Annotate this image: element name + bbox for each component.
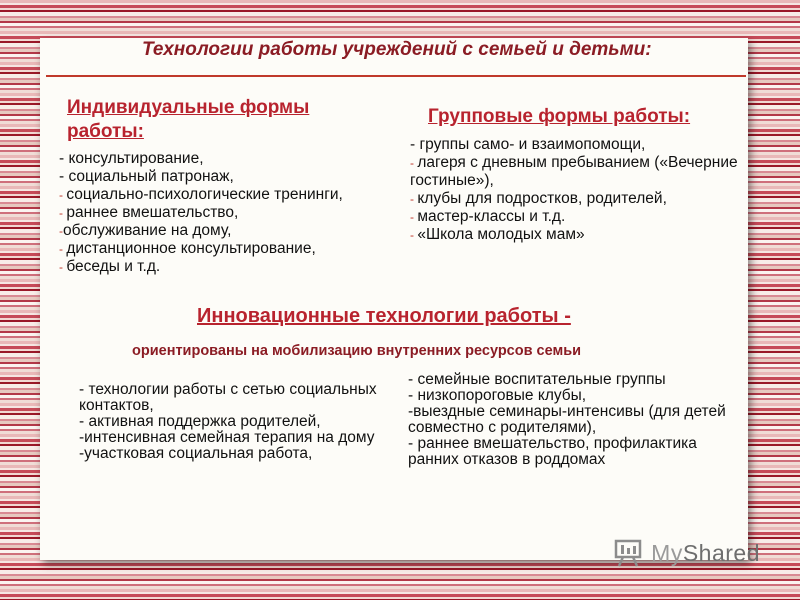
slide-title: Технологии работы учреждений с семьей и детьми:: [142, 39, 652, 60]
list-item: - «Школа молодых мам»: [410, 226, 585, 243]
presentation-board-icon: [613, 538, 647, 568]
innovative-technologies-heading: Инновационные технологии работы -: [197, 305, 571, 327]
innovative-right-text: - семейные воспитательные группы - низкопороговые клубы, -выездные семинары-интенсивы (для детей совместно с родителями), - раннее вмешательство, профилактика ранних отказов в роддомах: [408, 371, 726, 468]
slide: [40, 38, 748, 560]
list-item: - социальный патронаж,: [59, 168, 234, 185]
innovative-left-text: - технологии работы с сетью социальных контактов, - активная поддержка родителей, -интенсивная семейная терапия на дому -участковая социальная работа,: [79, 381, 377, 462]
list-item: -обслуживание на дому,: [59, 222, 232, 239]
individual-forms-heading: Индивидуальные формы работы:: [67, 97, 310, 142]
watermark-text: MyShared: [651, 539, 760, 566]
list-item: - мастер-классы и т.д.: [410, 208, 566, 225]
list-item: - беседы и т.д.: [59, 258, 161, 275]
group-forms-heading: Групповые формы работы:: [428, 106, 691, 127]
list-item: - социально-психологические тренинги,: [59, 186, 343, 203]
list-item: - лагеря с дневным пребыванием («Вечерние гостиные»),: [410, 154, 738, 189]
list-item: - дистанционное консультирование,: [59, 240, 316, 257]
list-item: - клубы для подростков, родителей,: [410, 190, 667, 207]
list-item: - консультирование,: [59, 150, 204, 167]
myshared-watermark: [613, 538, 760, 568]
list-item: - раннее вмешательство,: [59, 204, 239, 221]
title-divider: [46, 75, 746, 77]
list-item: - группы само- и взаимопомощи,: [410, 136, 646, 153]
group-forms-list: [410, 136, 750, 244]
innovative-technologies-subheading: ориентированы на мобилизацию внутренних ресурсов семьи: [132, 343, 582, 359]
individual-forms-list: [59, 150, 404, 276]
